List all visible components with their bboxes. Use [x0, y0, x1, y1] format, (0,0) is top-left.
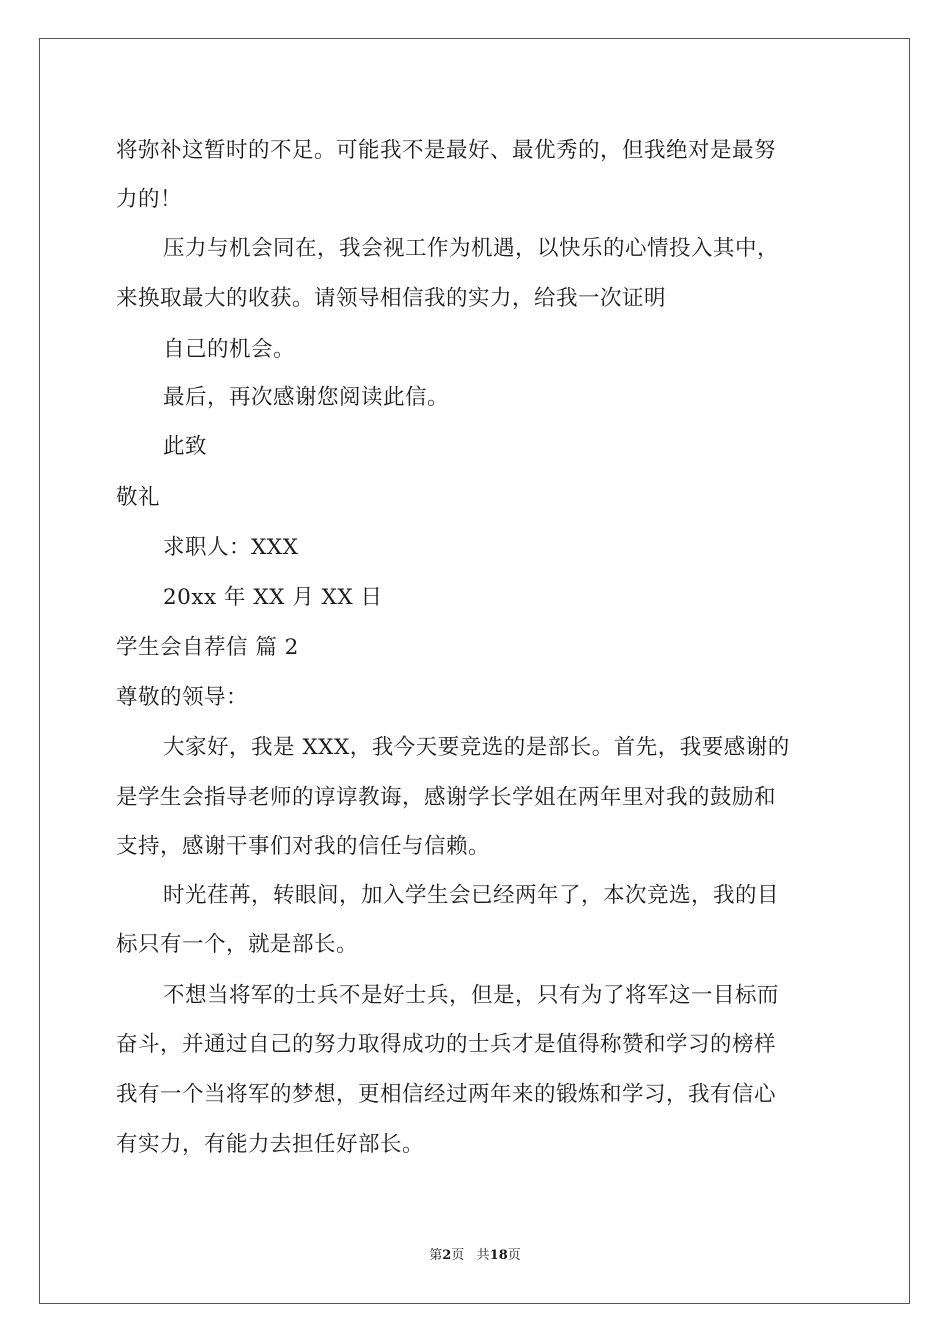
- greeting: 尊敬的领导：: [116, 685, 249, 710]
- body-line: 时光荏苒，转眼间，加入学生会已经两年了，本次竞选，我的目: [163, 883, 780, 908]
- footer-total-prefix: 共: [476, 1248, 490, 1263]
- footer-total-unit: 页: [507, 1248, 521, 1263]
- body-line: 有实力，有能力去担任好部长。: [116, 1132, 425, 1157]
- body-line: 自己的机会。: [163, 337, 296, 362]
- body-line: 我有一个当将军的梦想，更相信经过两年来的锻炼和学习，我有信心: [116, 1082, 777, 1107]
- closing-regards: 敬礼: [116, 485, 161, 510]
- body-line: 将弥补这暂时的不足。可能我不是最好、最优秀的，但我绝对是最努: [116, 138, 777, 163]
- footer-page-number: 2: [442, 1248, 452, 1263]
- body-line: 标只有一个，就是部长。: [116, 932, 359, 957]
- body-line: 最后，再次感谢您阅读此信。: [163, 385, 450, 410]
- body-line: 是学生会指导老师的谆谆教诲，感谢学长学姐在两年里对我的鼓励和: [116, 785, 777, 810]
- closing-salutation: 此致: [163, 434, 208, 459]
- footer-prefix: 第: [429, 1248, 443, 1263]
- body-line: 支持，感谢干事们对我的信任与信赖。: [116, 834, 491, 859]
- footer-total-pages: 18: [489, 1248, 508, 1263]
- page-footer: [0, 1247, 950, 1265]
- body-line: 奋斗，并通过自己的努力取得成功的士兵才是值得称赞和学习的榜样: [116, 1032, 777, 1057]
- footer-page-unit: 页: [451, 1248, 465, 1263]
- body-line: 力的！: [116, 187, 183, 212]
- page-border: [39, 38, 910, 1304]
- body-line: 大家好，我是 XXX，我今天要竞选的是部长。首先，我要感谢的: [163, 735, 790, 760]
- applicant-signature: 求职人：XXX: [163, 535, 299, 560]
- body-line: 来换取最大的收获。请领导相信我的实力，给我一次证明: [116, 286, 667, 311]
- body-line: 压力与机会同在，我会视工作为机遇，以快乐的心情投入其中，: [163, 236, 780, 261]
- body-line: 不想当将军的士兵不是好士兵，但是，只有为了将军这一目标而: [163, 983, 780, 1008]
- letter-date: 20xx 年 XX 月 XX 日: [163, 585, 383, 610]
- section-title: 学生会自荐信 篇 2: [116, 635, 299, 660]
